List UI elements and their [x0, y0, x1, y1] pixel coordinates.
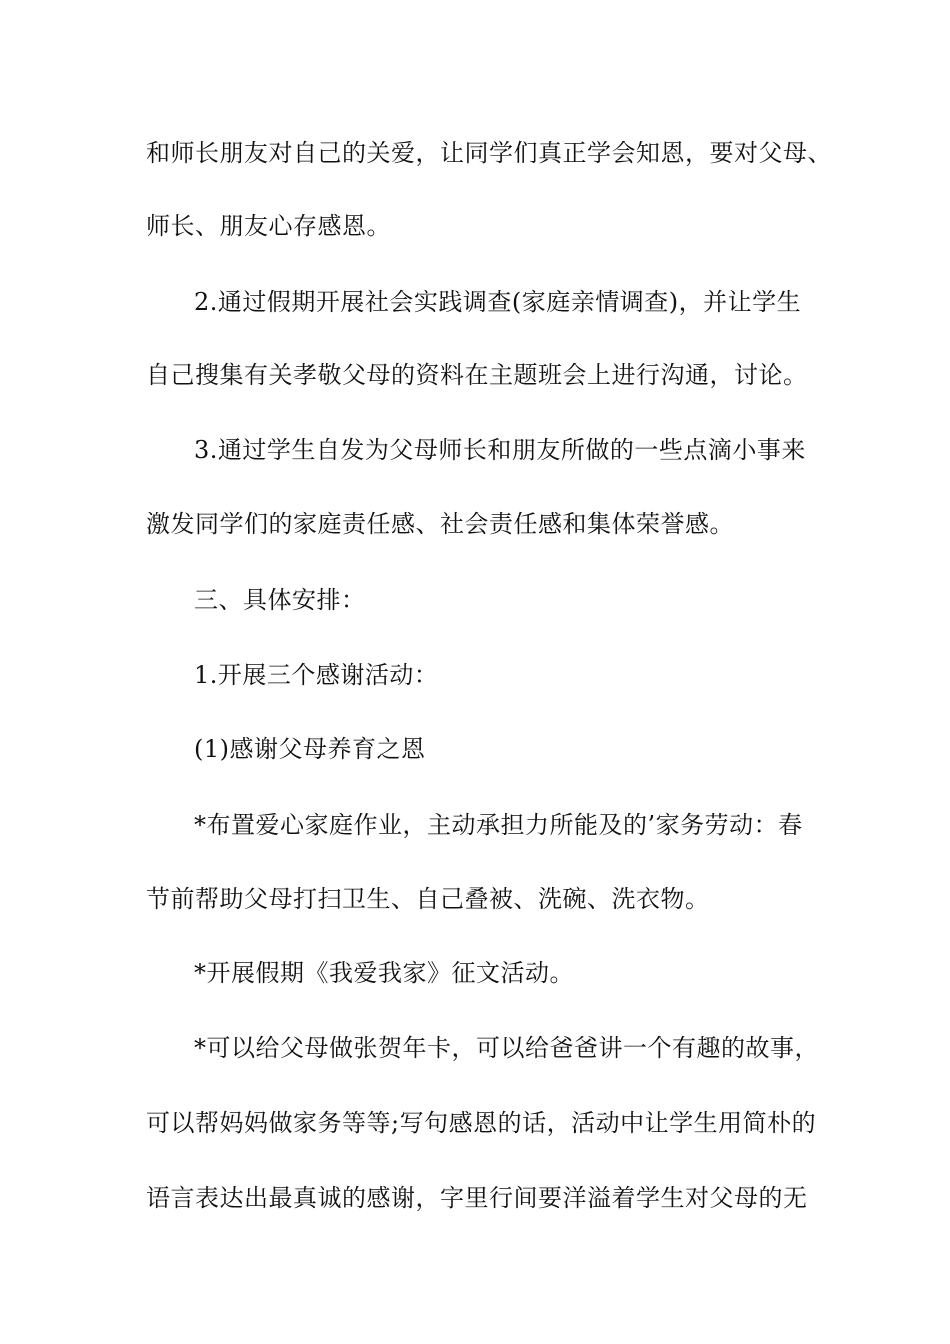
paragraph-line: *可以给父母做张贺年卡，可以给爸爸讲一个有趣的故事， [194, 1034, 819, 1062]
paragraph-line: 自己搜集有关孝敬父母的资料在主题班会上进行沟通，讨论。 [146, 361, 808, 389]
paragraph-line: 节前帮助父母打扫卫生、自己叠被、洗碗、洗衣物。 [146, 885, 710, 913]
section-heading: 三、具体安排： [194, 586, 366, 614]
paragraph-line: 和师长朋友对自己的关爱，让同学们真正学会知恩，要对父母、 [146, 139, 832, 167]
paragraph-line: 语言表达出最真诚的感谢，字里行间要洋溢着学生对父母的无 [146, 1184, 808, 1212]
paragraph-line: 激发同学们的家庭责任感、社会责任感和集体荣誉感。 [146, 510, 734, 538]
paragraph-line: 可以帮妈妈做家务等等;写句感恩的话，活动中让学生用简朴的 [146, 1109, 817, 1137]
paragraph-line: *开展假期《我爱我家》征文活动。 [194, 959, 574, 987]
paragraph-line: 2.通过假期开展社会实践调查(家庭亲情调查)，并让学生 [194, 288, 802, 316]
subheading: 1.开展三个感谢活动： [194, 661, 439, 689]
paragraph-line: 3.通过学生自发为父母师长和朋友所做的一些点滴小事来 [194, 436, 806, 464]
subheading: (1)感谢父母养育之恩 [194, 735, 426, 763]
paragraph-line: 师长、朋友心存感恩。 [146, 212, 391, 240]
paragraph-line: *布置爱心家庭作业，主动承担力所能及的’家务劳动：春 [194, 811, 803, 839]
